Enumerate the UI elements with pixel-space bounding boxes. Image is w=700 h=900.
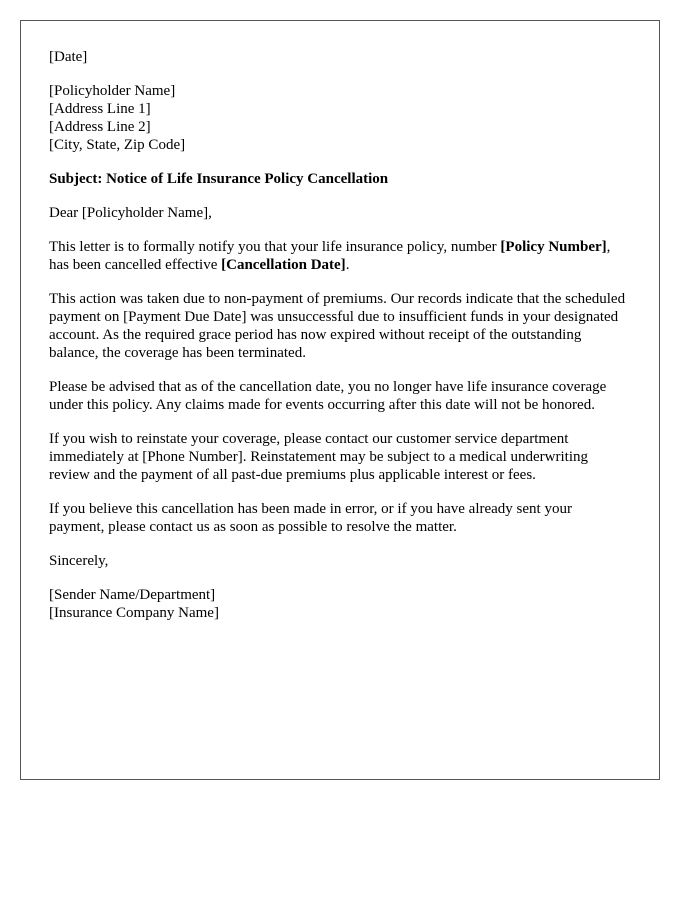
letter-date bbox=[49, 48, 631, 66]
letter-subject bbox=[49, 170, 631, 188]
paragraph-4-text: If you wish to reinstate your coverage, please contact our customer service department immediately at [Phone Number]. Reinstatement may be subject to a medical underwriting review and the payment of all past-due premiums plus applicable interest or fees. bbox=[49, 431, 589, 483]
company-name: [Insurance Company Name] bbox=[49, 605, 219, 621]
salutation-text: Dear [Policyholder Name], bbox=[49, 205, 212, 221]
paragraph-1-text-c: . bbox=[345, 257, 350, 273]
paragraph-reinstatement bbox=[49, 430, 631, 484]
paragraph-reason bbox=[49, 290, 631, 362]
cancellation-date: [Cancellation Date] bbox=[221, 257, 346, 273]
recipient-address-line-2: [Address Line 2] bbox=[49, 119, 151, 135]
recipient-name: [Policyholder Name] bbox=[49, 83, 176, 99]
paragraph-1-text-b: , has been cancelled effective bbox=[49, 239, 611, 273]
letter-page bbox=[20, 20, 660, 780]
sender-name: [Sender Name/Department] bbox=[49, 587, 216, 603]
date-text: [Date] bbox=[49, 49, 88, 65]
subject-text: Subject: Notice of Life Insurance Policy Cancellation bbox=[49, 171, 389, 187]
recipient-address bbox=[49, 82, 631, 154]
recipient-address-line-1: [Address Line 1] bbox=[49, 101, 151, 117]
paragraph-coverage bbox=[49, 378, 631, 414]
policy-number: [Policy Number] bbox=[500, 239, 607, 255]
paragraph-error-contact bbox=[49, 500, 631, 536]
paragraph-2-text: This action was taken due to non-payment of premiums. Our records indicate that the scheduled payment on [Payment Due Date] was unsuccessful due to insufficient funds in your designated account. As the required grace period has now expired without receipt of the outstanding balance, the coverage has been terminated. bbox=[49, 291, 626, 361]
recipient-city-state-zip: [City, State, Zip Code] bbox=[49, 137, 186, 153]
salutation bbox=[49, 204, 631, 222]
paragraph-5-text: If you believe this cancellation has been made in error, or if you have already sent your payment, please contact us as soon as possible to resolve the matter. bbox=[49, 501, 572, 535]
paragraph-3-text: Please be advised that as of the cancellation date, you no longer have life insurance coverage under this policy. Any claims made for events occurring after this date will not be honored. bbox=[49, 379, 607, 413]
paragraph-notification bbox=[49, 238, 631, 274]
closing-text: Sincerely, bbox=[49, 553, 109, 569]
signature-block bbox=[49, 586, 631, 622]
closing bbox=[49, 552, 631, 570]
paragraph-1-text-a: This letter is to formally notify you that your life insurance policy, number bbox=[49, 239, 501, 255]
